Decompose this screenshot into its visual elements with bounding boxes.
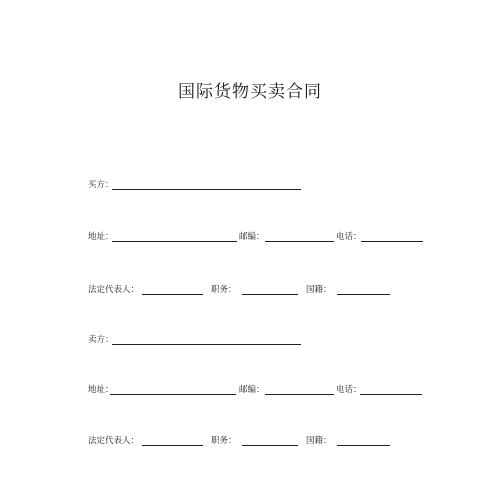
buyer-name-field[interactable] xyxy=(112,189,301,190)
seller-postcode-label: 邮编： xyxy=(239,385,265,395)
buyer-address-row xyxy=(0,231,500,245)
seller-nationality-field[interactable] xyxy=(337,445,390,446)
seller-address-label: 地址： xyxy=(88,385,114,395)
seller-position-field[interactable] xyxy=(242,445,298,446)
seller-label: 卖方： xyxy=(88,335,114,345)
buyer-legal-rep-label: 法定代表人： xyxy=(88,285,140,295)
document-title: 国际货物买卖合同 xyxy=(178,82,322,102)
seller-nationality-label: 国籍： xyxy=(306,436,332,446)
seller-postcode-field[interactable] xyxy=(265,394,334,395)
buyer-row xyxy=(0,179,500,193)
seller-row xyxy=(0,334,500,348)
buyer-position-field[interactable] xyxy=(242,294,298,295)
seller-address-field[interactable] xyxy=(110,394,236,395)
buyer-address-field[interactable] xyxy=(112,241,237,242)
seller-rep-row xyxy=(0,435,500,449)
buyer-postcode-label: 邮编： xyxy=(239,232,265,242)
buyer-phone-field[interactable] xyxy=(361,241,423,242)
seller-legal-rep-label: 法定代表人： xyxy=(88,436,140,446)
buyer-rep-row xyxy=(0,284,500,298)
buyer-address-label: 地址： xyxy=(88,232,114,242)
buyer-nationality-field[interactable] xyxy=(337,294,390,295)
seller-phone-label: 电话： xyxy=(336,385,362,395)
seller-address-row xyxy=(0,384,500,398)
buyer-postcode-field[interactable] xyxy=(265,241,334,242)
buyer-nationality-label: 国籍： xyxy=(306,285,332,295)
buyer-position-label: 职务： xyxy=(211,285,237,295)
seller-name-field[interactable] xyxy=(112,344,301,345)
buyer-phone-label: 电话： xyxy=(336,232,362,242)
seller-legal-rep-field[interactable] xyxy=(142,445,203,446)
buyer-label: 买方： xyxy=(88,180,114,190)
seller-phone-field[interactable] xyxy=(360,394,422,395)
buyer-legal-rep-field[interactable] xyxy=(142,294,203,295)
seller-position-label: 职务： xyxy=(211,436,237,446)
